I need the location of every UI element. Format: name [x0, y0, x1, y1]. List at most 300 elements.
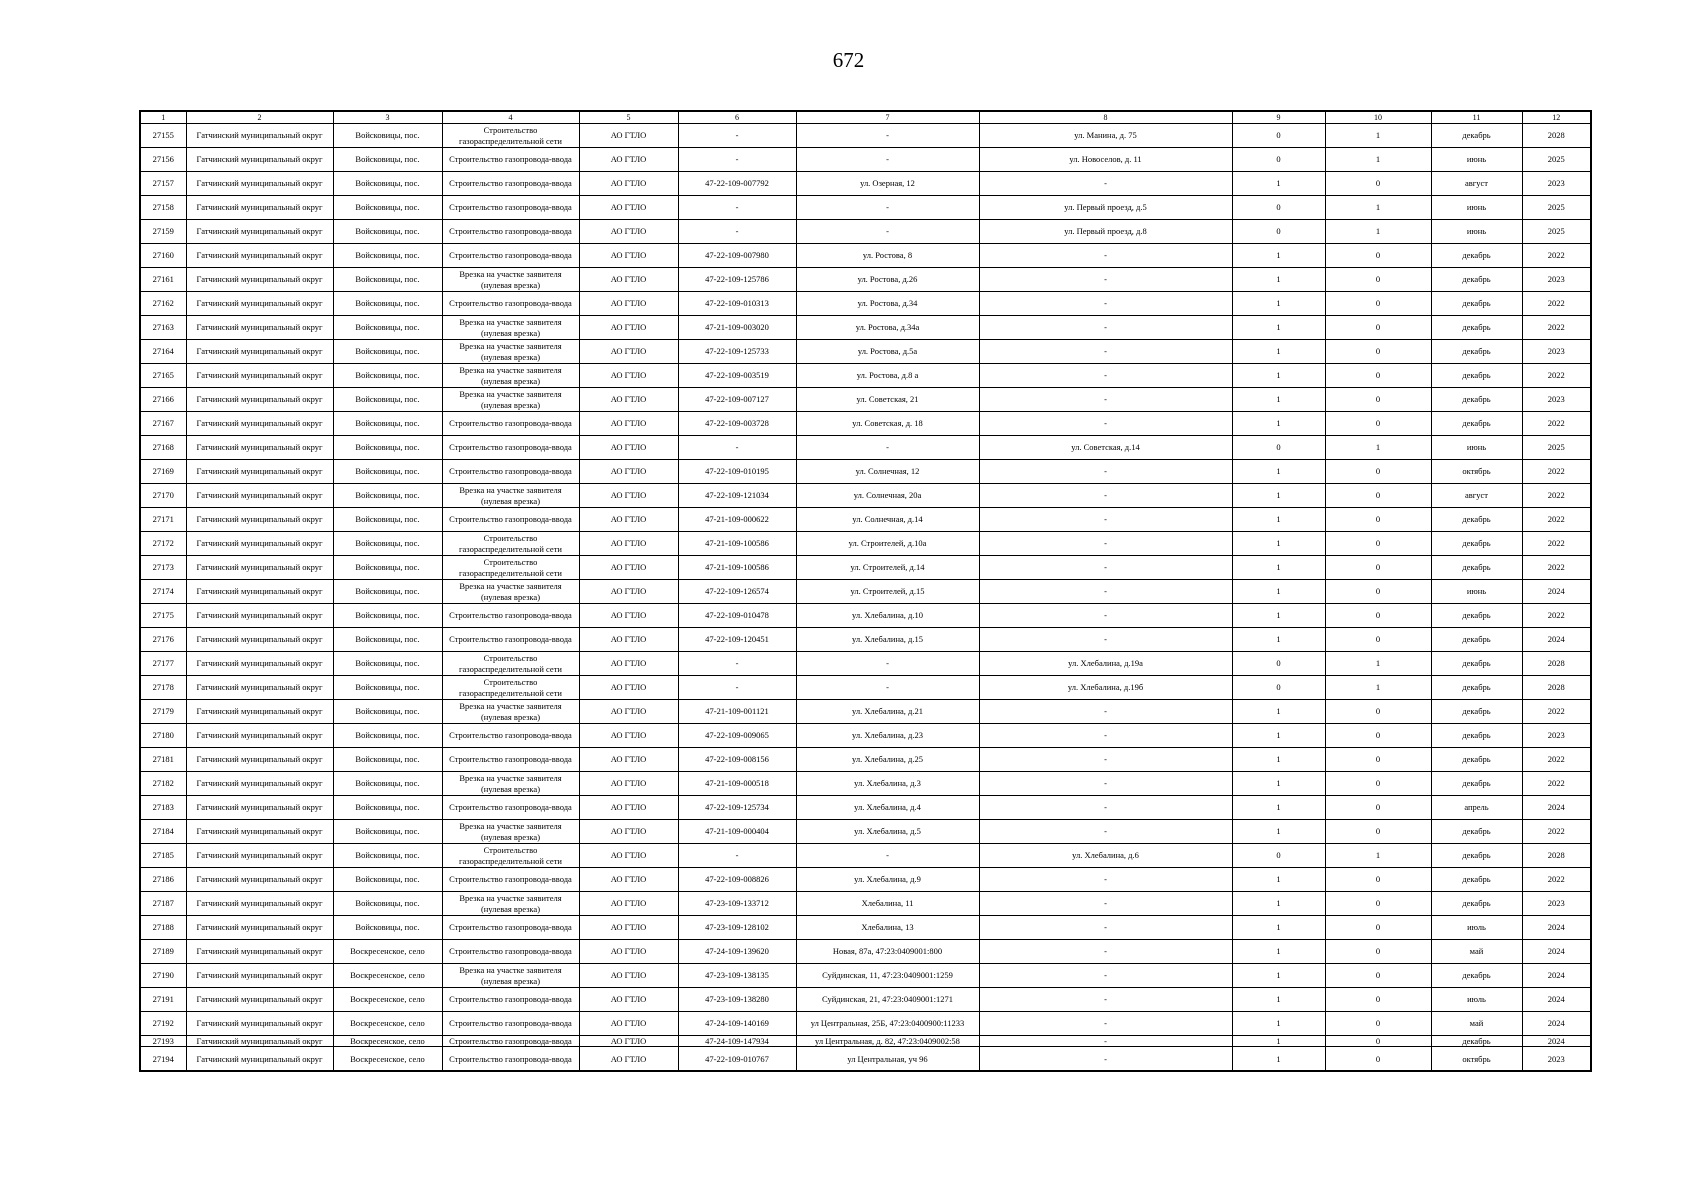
table-cell-col-10: 1 [1325, 436, 1431, 460]
table-cell-col-9: 1 [1232, 460, 1325, 484]
table-cell-col-4: Строительство газораспределительной сети [442, 844, 579, 868]
table-cell-col-1: 27163 [140, 316, 186, 340]
table-body [140, 124, 1591, 1072]
table-cell-col-12: 2022 [1522, 292, 1591, 316]
table-cell-col-5: АО ГТЛО [579, 292, 678, 316]
table-cell-col-6: 47-22-109-125733 [678, 340, 796, 364]
column-header-2: 2 [186, 111, 333, 124]
table-cell-col-3: Войсковицы, пос. [333, 316, 442, 340]
table-row [140, 316, 1591, 340]
table-cell-col-3: Войсковицы, пос. [333, 892, 442, 916]
table-cell-col-10: 1 [1325, 676, 1431, 700]
table-cell-col-7: ул. Ростова, д.26 [796, 268, 979, 292]
table-cell-col-2: Гатчинский муниципальный округ [186, 988, 333, 1012]
table-cell-col-1: 27181 [140, 748, 186, 772]
table-cell-col-3: Войсковицы, пос. [333, 796, 442, 820]
table-row [140, 1012, 1591, 1036]
table-cell-col-2: Гатчинский муниципальный округ [186, 412, 333, 436]
table-cell-col-10: 0 [1325, 796, 1431, 820]
table-row [140, 172, 1591, 196]
column-header-8: 8 [979, 111, 1232, 124]
table-cell-col-7: - [796, 220, 979, 244]
table-cell-col-7: Хлебалина, 13 [796, 916, 979, 940]
table-cell-col-6: 47-22-109-126574 [678, 580, 796, 604]
table-cell-col-4: Строительство газопровода-ввода [442, 1047, 579, 1072]
table-cell-col-9: 1 [1232, 1012, 1325, 1036]
table-cell-col-7: ул. Хлебалина, д.21 [796, 700, 979, 724]
table-cell-col-7: Новая, 87а, 47:23:0409001:800 [796, 940, 979, 964]
table-row [140, 676, 1591, 700]
table-cell-col-10: 0 [1325, 412, 1431, 436]
data-table [139, 110, 1592, 1072]
table-cell-col-2: Гатчинский муниципальный округ [186, 820, 333, 844]
table-cell-col-5: АО ГТЛО [579, 388, 678, 412]
table-cell-col-12: 2024 [1522, 580, 1591, 604]
table-cell-col-4: Строительство газопровода-ввода [442, 796, 579, 820]
table-cell-col-12: 2022 [1522, 460, 1591, 484]
table-cell-col-12: 2024 [1522, 964, 1591, 988]
table-cell-col-9: 1 [1232, 484, 1325, 508]
table-row [140, 724, 1591, 748]
table-cell-col-5: АО ГТЛО [579, 676, 678, 700]
table-cell-col-6: - [678, 676, 796, 700]
table-row [140, 796, 1591, 820]
table-cell-col-8: - [979, 316, 1232, 340]
table-cell-col-9: 1 [1232, 892, 1325, 916]
table-cell-col-1: 27157 [140, 172, 186, 196]
table-cell-col-7: Хлебалина, 11 [796, 892, 979, 916]
table-row [140, 436, 1591, 460]
table-cell-col-9: 1 [1232, 868, 1325, 892]
table-cell-col-5: АО ГТЛО [579, 1047, 678, 1072]
table-cell-col-2: Гатчинский муниципальный округ [186, 556, 333, 580]
table-cell-col-4: Строительство газопровода-ввода [442, 748, 579, 772]
table-cell-col-6: 47-22-109-008826 [678, 868, 796, 892]
table-cell-col-12: 2025 [1522, 436, 1591, 460]
table-cell-col-3: Войсковицы, пос. [333, 220, 442, 244]
table-cell-col-1: 27161 [140, 268, 186, 292]
table-cell-col-10: 0 [1325, 556, 1431, 580]
table-cell-col-4: Строительство газопровода-ввода [442, 244, 579, 268]
table-cell-col-5: АО ГТЛО [579, 844, 678, 868]
table-cell-col-3: Войсковицы, пос. [333, 148, 442, 172]
table-cell-col-6: 47-22-109-125786 [678, 268, 796, 292]
table-cell-col-3: Войсковицы, пос. [333, 436, 442, 460]
table-cell-col-8: - [979, 796, 1232, 820]
table-cell-col-10: 0 [1325, 484, 1431, 508]
table-cell-col-2: Гатчинский муниципальный округ [186, 292, 333, 316]
table-cell-col-6: 47-21-109-100586 [678, 532, 796, 556]
table-cell-col-1: 27164 [140, 340, 186, 364]
table-cell-col-4: Строительство газопровода-ввода [442, 196, 579, 220]
table-cell-col-9: 1 [1232, 292, 1325, 316]
table-cell-col-6: 47-22-109-003728 [678, 412, 796, 436]
table-cell-col-11: апрель [1431, 796, 1522, 820]
table-cell-col-9: 1 [1232, 340, 1325, 364]
table-cell-col-8: - [979, 1012, 1232, 1036]
table-cell-col-6: 47-22-109-009065 [678, 724, 796, 748]
table-cell-col-12: 2028 [1522, 676, 1591, 700]
table-cell-col-9: 1 [1232, 532, 1325, 556]
table-cell-col-10: 0 [1325, 316, 1431, 340]
table-cell-col-4: Врезка на участке заявителя (нулевая врезка) [442, 364, 579, 388]
table-cell-col-10: 0 [1325, 940, 1431, 964]
table-cell-col-10: 1 [1325, 196, 1431, 220]
table-cell-col-1: 27173 [140, 556, 186, 580]
table-cell-col-4: Строительство газопровода-ввода [442, 724, 579, 748]
table-cell-col-6: 47-23-109-138280 [678, 988, 796, 1012]
table-cell-col-6: 47-22-109-010767 [678, 1047, 796, 1072]
table-cell-col-8: ул. Первый проезд, д.8 [979, 220, 1232, 244]
table-cell-col-10: 0 [1325, 268, 1431, 292]
table-cell-col-9: 1 [1232, 412, 1325, 436]
table-cell-col-7: Суйдинская, 11, 47:23:0409001:1259 [796, 964, 979, 988]
table-cell-col-11: декабрь [1431, 292, 1522, 316]
table-cell-col-1: 27155 [140, 124, 186, 148]
table-cell-col-7: ул. Хлебалина, д.9 [796, 868, 979, 892]
table-cell-col-8: - [979, 724, 1232, 748]
table-cell-col-4: Строительство газораспределительной сети [442, 532, 579, 556]
table-cell-col-9: 1 [1232, 604, 1325, 628]
table-cell-col-6: 47-22-109-120451 [678, 628, 796, 652]
table-cell-col-2: Гатчинский муниципальный округ [186, 916, 333, 940]
table-cell-col-10: 0 [1325, 532, 1431, 556]
table-cell-col-11: декабрь [1431, 652, 1522, 676]
table-cell-col-9: 0 [1232, 676, 1325, 700]
table-cell-col-4: Строительство газопровода-ввода [442, 1036, 579, 1047]
table-cell-col-2: Гатчинский муниципальный округ [186, 220, 333, 244]
table-cell-col-1: 27189 [140, 940, 186, 964]
table-cell-col-3: Воскресенское, село [333, 940, 442, 964]
table-cell-col-7: - [796, 844, 979, 868]
table-cell-col-11: декабрь [1431, 772, 1522, 796]
table-cell-col-11: декабрь [1431, 844, 1522, 868]
table-cell-col-10: 0 [1325, 292, 1431, 316]
table-cell-col-2: Гатчинский муниципальный округ [186, 388, 333, 412]
table-cell-col-10: 1 [1325, 652, 1431, 676]
table-cell-col-11: декабрь [1431, 268, 1522, 292]
table-cell-col-11: декабрь [1431, 892, 1522, 916]
table-cell-col-12: 2024 [1522, 796, 1591, 820]
table-cell-col-5: АО ГТЛО [579, 628, 678, 652]
table-cell-col-3: Войсковицы, пос. [333, 364, 442, 388]
table-cell-col-5: АО ГТЛО [579, 940, 678, 964]
table-cell-col-9: 1 [1232, 172, 1325, 196]
table-cell-col-8: - [979, 556, 1232, 580]
table-row [140, 628, 1591, 652]
table-cell-col-7: ул. Хлебалина, д.3 [796, 772, 979, 796]
table-cell-col-2: Гатчинский муниципальный округ [186, 964, 333, 988]
table-cell-col-7: ул Центральная, 25Б, 47:23:0400900:11233 [796, 1012, 979, 1036]
table-row [140, 340, 1591, 364]
table-cell-col-12: 2022 [1522, 556, 1591, 580]
table-cell-col-7: ул. Строителей, д.10а [796, 532, 979, 556]
table-cell-col-12: 2024 [1522, 940, 1591, 964]
table-cell-col-12: 2025 [1522, 196, 1591, 220]
table-cell-col-8: - [979, 580, 1232, 604]
table-cell-col-1: 27188 [140, 916, 186, 940]
table-cell-col-4: Строительство газопровода-ввода [442, 868, 579, 892]
table-cell-col-6: 47-22-109-125734 [678, 796, 796, 820]
table-cell-col-3: Войсковицы, пос. [333, 292, 442, 316]
table-cell-col-8: ул. Советская, д.14 [979, 436, 1232, 460]
table-cell-col-5: АО ГТЛО [579, 916, 678, 940]
table-cell-col-2: Гатчинский муниципальный округ [186, 436, 333, 460]
table-cell-col-10: 0 [1325, 700, 1431, 724]
table-cell-col-3: Воскресенское, село [333, 1036, 442, 1047]
table-cell-col-3: Войсковицы, пос. [333, 508, 442, 532]
table-cell-col-1: 27186 [140, 868, 186, 892]
table-cell-col-8: ул. Первый проезд, д.5 [979, 196, 1232, 220]
table-cell-col-6: 47-21-109-000622 [678, 508, 796, 532]
table-cell-col-8: - [979, 940, 1232, 964]
table-cell-col-6: 47-22-109-010313 [678, 292, 796, 316]
table-cell-col-6: 47-22-109-003519 [678, 364, 796, 388]
table-cell-col-12: 2024 [1522, 1012, 1591, 1036]
table-cell-col-1: 27170 [140, 484, 186, 508]
table-cell-col-5: АО ГТЛО [579, 1036, 678, 1047]
table-cell-col-4: Строительство газораспределительной сети [442, 124, 579, 148]
table-cell-col-10: 0 [1325, 1047, 1431, 1072]
table-row [140, 196, 1591, 220]
table-cell-col-12: 2028 [1522, 124, 1591, 148]
table-cell-col-11: декабрь [1431, 724, 1522, 748]
table-cell-col-11: декабрь [1431, 364, 1522, 388]
table-cell-col-5: АО ГТЛО [579, 724, 678, 748]
table-cell-col-8: - [979, 868, 1232, 892]
table-cell-col-10: 0 [1325, 508, 1431, 532]
table-cell-col-9: 0 [1232, 196, 1325, 220]
table-cell-col-1: 27192 [140, 1012, 186, 1036]
table-cell-col-3: Войсковицы, пос. [333, 580, 442, 604]
table-cell-col-1: 27182 [140, 772, 186, 796]
table-cell-col-7: - [796, 196, 979, 220]
table-cell-col-8: - [979, 772, 1232, 796]
table-cell-col-10: 0 [1325, 1012, 1431, 1036]
table-cell-col-9: 0 [1232, 124, 1325, 148]
table-cell-col-2: Гатчинский муниципальный округ [186, 676, 333, 700]
table-cell-col-1: 27178 [140, 676, 186, 700]
table-cell-col-7: ул. Озерная, 12 [796, 172, 979, 196]
table-cell-col-8: - [979, 1036, 1232, 1047]
table-cell-col-9: 1 [1232, 244, 1325, 268]
table-cell-col-2: Гатчинский муниципальный округ [186, 1036, 333, 1047]
table-cell-col-5: АО ГТЛО [579, 868, 678, 892]
table-cell-col-4: Строительство газопровода-ввода [442, 988, 579, 1012]
table-cell-col-12: 2028 [1522, 652, 1591, 676]
table-cell-col-3: Войсковицы, пос. [333, 412, 442, 436]
table-cell-col-6: 47-22-109-010195 [678, 460, 796, 484]
table-cell-col-9: 1 [1232, 964, 1325, 988]
table-cell-col-10: 0 [1325, 820, 1431, 844]
table-cell-col-5: АО ГТЛО [579, 652, 678, 676]
table-cell-col-4: Строительство газопровода-ввода [442, 148, 579, 172]
table-cell-col-10: 0 [1325, 388, 1431, 412]
table-cell-col-11: июнь [1431, 220, 1522, 244]
table-cell-col-11: декабрь [1431, 388, 1522, 412]
table-cell-col-5: АО ГТЛО [579, 604, 678, 628]
table-cell-col-6: 47-24-109-139620 [678, 940, 796, 964]
table-cell-col-6: 47-22-109-007980 [678, 244, 796, 268]
table-cell-col-3: Войсковицы, пос. [333, 484, 442, 508]
table-cell-col-11: октябрь [1431, 460, 1522, 484]
table-cell-col-7: ул. Ростова, д.34а [796, 316, 979, 340]
table-cell-col-4: Строительство газопровода-ввода [442, 628, 579, 652]
table-cell-col-5: АО ГТЛО [579, 172, 678, 196]
table-cell-col-3: Воскресенское, село [333, 964, 442, 988]
table-cell-col-8: - [979, 964, 1232, 988]
table-cell-col-3: Войсковицы, пос. [333, 652, 442, 676]
table-cell-col-11: декабрь [1431, 340, 1522, 364]
table-cell-col-5: АО ГТЛО [579, 820, 678, 844]
table-cell-col-9: 1 [1232, 388, 1325, 412]
table-cell-col-1: 27169 [140, 460, 186, 484]
table-cell-col-11: декабрь [1431, 604, 1522, 628]
table-cell-col-1: 27179 [140, 700, 186, 724]
table-cell-col-6: - [678, 220, 796, 244]
table-cell-col-9: 1 [1232, 916, 1325, 940]
table-cell-col-1: 27168 [140, 436, 186, 460]
table-cell-col-4: Врезка на участке заявителя (нулевая врезка) [442, 316, 579, 340]
table-cell-col-8: - [979, 604, 1232, 628]
table-cell-col-5: АО ГТЛО [579, 508, 678, 532]
table-cell-col-7: ул. Ростова, д.8 а [796, 364, 979, 388]
table-cell-col-11: декабрь [1431, 628, 1522, 652]
table-cell-col-12: 2022 [1522, 748, 1591, 772]
table-cell-col-4: Врезка на участке заявителя (нулевая врезка) [442, 268, 579, 292]
table-cell-col-8: ул. Хлебалина, д.19б [979, 676, 1232, 700]
table-cell-col-12: 2024 [1522, 628, 1591, 652]
table-cell-col-10: 1 [1325, 124, 1431, 148]
table-cell-col-5: АО ГТЛО [579, 964, 678, 988]
table-cell-col-4: Строительство газопровода-ввода [442, 412, 579, 436]
table-cell-col-12: 2022 [1522, 412, 1591, 436]
table-cell-col-7: - [796, 148, 979, 172]
table-cell-col-3: Войсковицы, пос. [333, 844, 442, 868]
table-cell-col-5: АО ГТЛО [579, 268, 678, 292]
page-number: 672 [832, 48, 865, 72]
table-cell-col-1: 27194 [140, 1047, 186, 1072]
table-cell-col-4: Врезка на участке заявителя (нулевая врезка) [442, 820, 579, 844]
table-cell-col-11: декабрь [1431, 508, 1522, 532]
table-cell-col-8: - [979, 340, 1232, 364]
table-cell-col-7: ул. Строителей, д.14 [796, 556, 979, 580]
table-cell-col-7: ул. Хлебалина, д.15 [796, 628, 979, 652]
table-cell-col-3: Войсковицы, пос. [333, 604, 442, 628]
table-cell-col-11: декабрь [1431, 316, 1522, 340]
table-cell-col-5: АО ГТЛО [579, 148, 678, 172]
table-cell-col-4: Врезка на участке заявителя (нулевая врезка) [442, 484, 579, 508]
table-cell-col-9: 1 [1232, 748, 1325, 772]
table-cell-col-12: 2022 [1522, 700, 1591, 724]
table-cell-col-7: - [796, 436, 979, 460]
table-cell-col-10: 0 [1325, 244, 1431, 268]
table-cell-col-6: - [678, 148, 796, 172]
table-cell-col-4: Врезка на участке заявителя (нулевая врезка) [442, 964, 579, 988]
column-header-9: 9 [1232, 111, 1325, 124]
table-row [140, 460, 1591, 484]
table-cell-col-10: 0 [1325, 892, 1431, 916]
table-row [140, 820, 1591, 844]
table-row [140, 268, 1591, 292]
column-header-1: 1 [140, 111, 186, 124]
table-cell-col-5: АО ГТЛО [579, 796, 678, 820]
table-cell-col-2: Гатчинский муниципальный округ [186, 244, 333, 268]
table-row [140, 412, 1591, 436]
table-cell-col-5: АО ГТЛО [579, 892, 678, 916]
column-header-3: 3 [333, 111, 442, 124]
table-cell-col-6: 47-22-109-008156 [678, 748, 796, 772]
table-cell-col-4: Строительство газопровода-ввода [442, 460, 579, 484]
table-cell-col-4: Строительство газопровода-ввода [442, 1012, 579, 1036]
table-cell-col-7: ул Центральная, д. 82, 47:23:0409002:58 [796, 1036, 979, 1047]
table-cell-col-1: 27191 [140, 988, 186, 1012]
table-cell-col-11: июнь [1431, 436, 1522, 460]
table-cell-col-10: 0 [1325, 460, 1431, 484]
table-cell-col-10: 0 [1325, 364, 1431, 388]
table-cell-col-12: 2023 [1522, 340, 1591, 364]
table-cell-col-2: Гатчинский муниципальный округ [186, 484, 333, 508]
table-cell-col-8: - [979, 412, 1232, 436]
table-cell-col-1: 27172 [140, 532, 186, 556]
table-cell-col-4: Строительство газопровода-ввода [442, 436, 579, 460]
table-cell-col-9: 1 [1232, 580, 1325, 604]
table-cell-col-6: 47-22-109-007792 [678, 172, 796, 196]
table-cell-col-3: Войсковицы, пос. [333, 268, 442, 292]
table-row [140, 148, 1591, 172]
table-cell-col-3: Войсковицы, пос. [333, 124, 442, 148]
table-cell-col-11: август [1431, 172, 1522, 196]
table-cell-col-8: - [979, 364, 1232, 388]
table-cell-col-2: Гатчинский муниципальный округ [186, 340, 333, 364]
table-cell-col-4: Врезка на участке заявителя (нулевая врезка) [442, 340, 579, 364]
table-cell-col-10: 0 [1325, 916, 1431, 940]
table-cell-col-11: декабрь [1431, 412, 1522, 436]
table-cell-col-8: - [979, 916, 1232, 940]
table-cell-col-1: 27193 [140, 1036, 186, 1047]
table-cell-col-6: 47-23-109-133712 [678, 892, 796, 916]
table-row [140, 700, 1591, 724]
table-cell-col-5: АО ГТЛО [579, 556, 678, 580]
table-cell-col-1: 27162 [140, 292, 186, 316]
table-cell-col-8: - [979, 748, 1232, 772]
table-cell-col-10: 0 [1325, 172, 1431, 196]
table-cell-col-12: 2023 [1522, 892, 1591, 916]
table-cell-col-4: Строительство газопровода-ввода [442, 604, 579, 628]
column-header-11: 11 [1431, 111, 1522, 124]
table-cell-col-4: Строительство газораспределительной сети [442, 556, 579, 580]
table-cell-col-1: 27180 [140, 724, 186, 748]
table-cell-col-12: 2024 [1522, 988, 1591, 1012]
table-cell-col-5: АО ГТЛО [579, 412, 678, 436]
table-cell-col-4: Строительство газопровода-ввода [442, 172, 579, 196]
table-row [140, 508, 1591, 532]
table-cell-col-5: АО ГТЛО [579, 340, 678, 364]
table-cell-col-8: - [979, 508, 1232, 532]
table-cell-col-5: АО ГТЛО [579, 700, 678, 724]
table-row [140, 1047, 1591, 1072]
table-cell-col-4: Врезка на участке заявителя (нулевая врезка) [442, 772, 579, 796]
table-row [140, 1036, 1591, 1047]
table-cell-col-5: АО ГТЛО [579, 436, 678, 460]
table-cell-col-8: - [979, 892, 1232, 916]
table-cell-col-6: 47-23-109-138135 [678, 964, 796, 988]
table-cell-col-11: декабрь [1431, 556, 1522, 580]
table-cell-col-2: Гатчинский муниципальный округ [186, 148, 333, 172]
table-cell-col-1: 27190 [140, 964, 186, 988]
table-cell-col-11: декабрь [1431, 748, 1522, 772]
table-row [140, 772, 1591, 796]
